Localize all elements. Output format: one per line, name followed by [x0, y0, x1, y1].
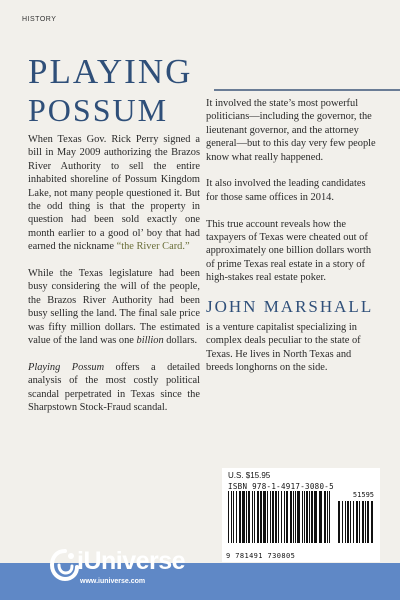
river-card-quote: “the River Card.” — [116, 241, 190, 253]
barcode-icon — [226, 491, 376, 549]
isbn-label: ISBN 978-1-4917-3080-5 — [228, 482, 334, 491]
emphasis-billion: billion — [136, 335, 164, 347]
category-label: HISTORY — [22, 16, 57, 23]
title-line-1: PLAYING — [28, 52, 193, 91]
publisher-url: www.iuniverse.com — [80, 578, 146, 585]
right-paragraph-2: It also involved the leading candidates for those same offices in 2014. — [206, 178, 366, 203]
iuniverse-swirl-icon — [50, 548, 80, 582]
right-column — [206, 97, 380, 375]
left-column — [28, 133, 200, 428]
left-paragraph-2: While the Texas legislature had been busy considering the will of the people, the Brazos River Authority had been busy selling the land. The final sale price was fifty million dollars. The estimated value of the land was one billion dollars. — [28, 268, 200, 347]
barcode-addon-digits: 51595 — [352, 491, 374, 499]
book-title-italic: Playing Possum — [28, 361, 105, 373]
left-paragraph-3: Playing Possum offers a detailed analysis of the most costly political scandal perpetrated in Texas since the Sharpstown Stock-Fraud scandal. — [28, 361, 200, 414]
title-line-2: POSSUM — [28, 92, 169, 128]
title-divider — [214, 89, 400, 91]
left-paragraph-1: When Texas Gov. Rick Perry signed a bill in May 2009 authorizing the Brazos River Authority to sell the entire inhabited shoreline of Possum Kingdom Lake, not many people questioned it. But the odd thing is that the property in question had been sold exactly one month earlier to a good ol’ boy that had earned the nickname “the River Card.” — [28, 134, 200, 253]
price-label: U.S. $15.95 — [228, 471, 271, 480]
author-name: JOHN MARSHALL — [206, 297, 374, 317]
barcode-digits: 9 781491 730805 — [226, 552, 296, 560]
right-paragraph-1: It involved the state’s most powerful politicians—including the governor, the lieutenant governor, and the attorney general—but to this day very few people know what really happened. — [206, 98, 376, 163]
right-paragraph-3: This true account reveals how the taxpayers of Texas were cheated out of approximately one billion dollars worth of prime Texas real estate in a story of high-stakes real estate poker. — [206, 218, 372, 284]
publisher-name: iUniverse — [77, 547, 186, 575]
publisher-logo — [50, 547, 186, 599]
author-bio: is a venture capitalist specializing in complex deals peculiar to the state of Texas. He lives in North Texas and breeds longhorns on the side. — [206, 322, 361, 374]
barcode-box — [222, 468, 380, 562]
